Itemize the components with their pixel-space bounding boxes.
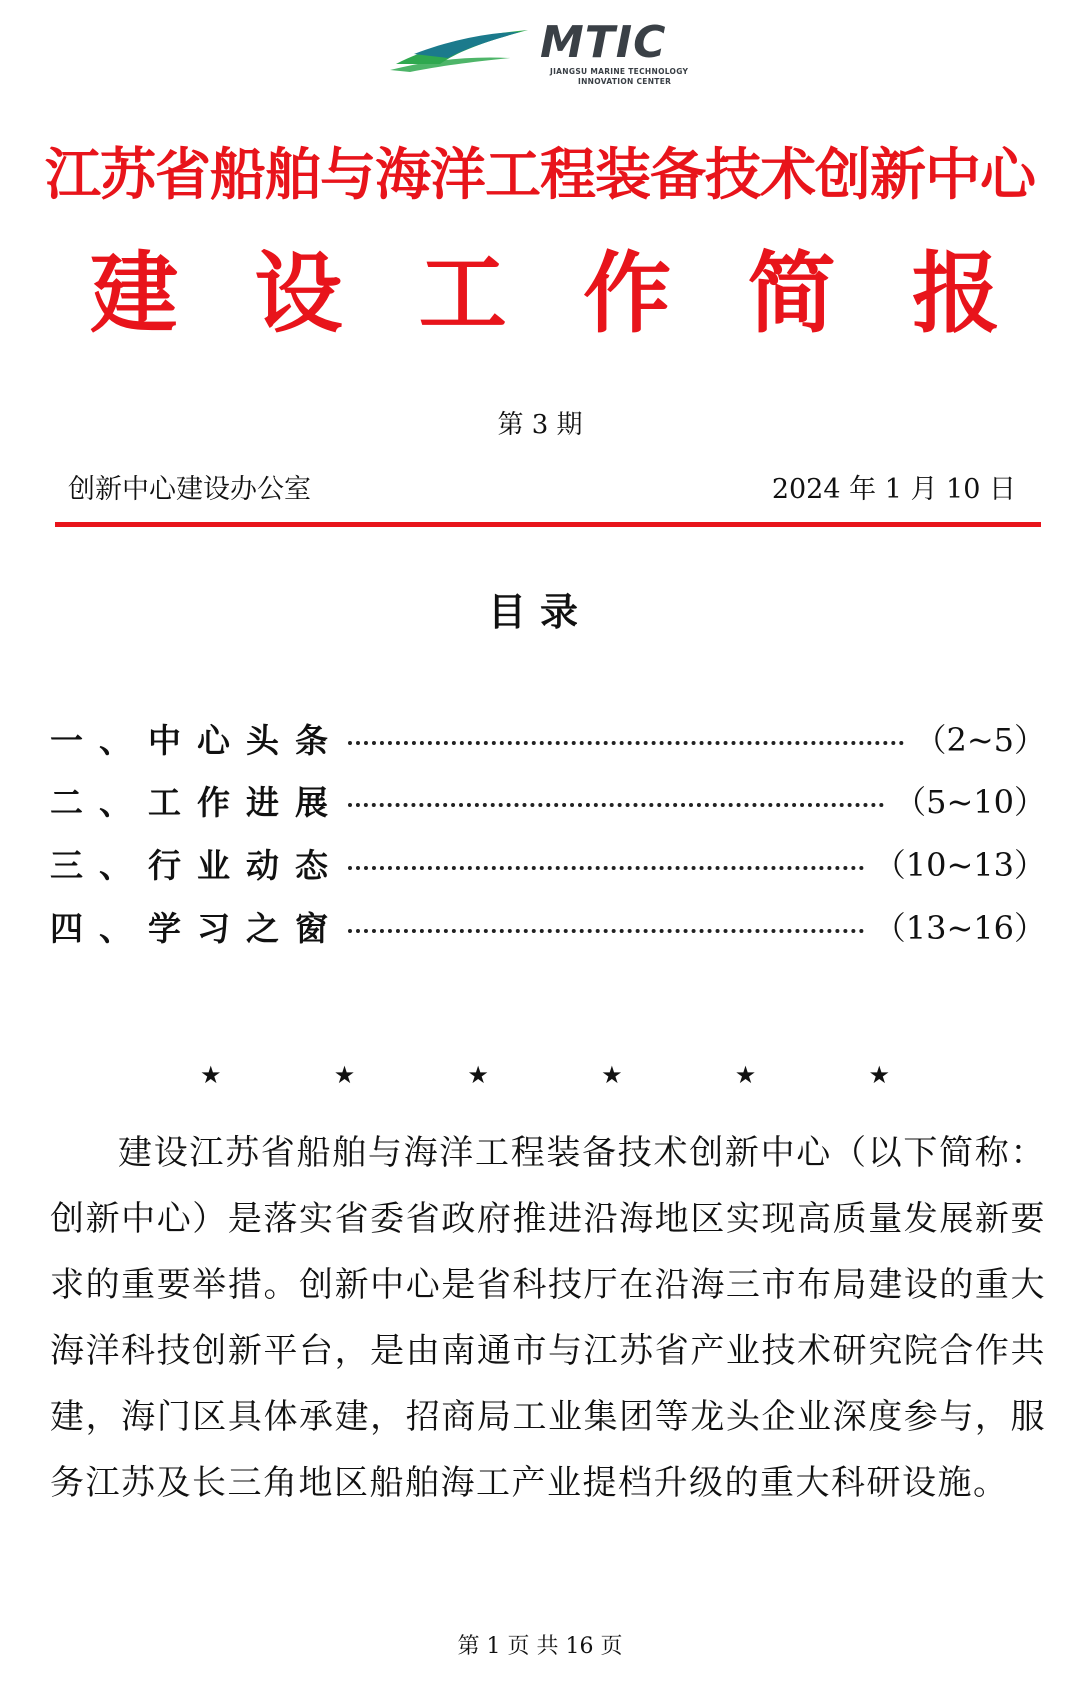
toc-leader-dots xyxy=(348,803,884,807)
mtic-logo xyxy=(390,18,710,88)
bulletin-title-char: 工 xyxy=(418,241,507,345)
wave-logo-icon xyxy=(390,24,530,72)
star-icon: ★ xyxy=(868,1061,890,1089)
toc-item[interactable] xyxy=(50,713,1046,763)
toc-item[interactable] xyxy=(50,775,1046,825)
star-icon: ★ xyxy=(200,1061,222,1089)
logo-subtitle-line1: JIANGSU MARINE TECHNOLOGY xyxy=(550,67,689,76)
issuing-office: 创新中心建设办公室 xyxy=(68,474,311,505)
toc-leader-dots xyxy=(348,929,864,933)
star-icon: ★ xyxy=(734,1061,757,1089)
header-divider xyxy=(55,522,1041,527)
star-icon: ★ xyxy=(333,1061,356,1089)
toc-item-label: 四、学习之窗 xyxy=(50,908,344,948)
toc-item-pages: （10~13） xyxy=(873,846,1046,884)
logo-wordmark: MTIC xyxy=(540,17,667,68)
toc-item[interactable] xyxy=(50,838,1046,888)
star-separator xyxy=(200,1060,890,1090)
toc-item-pages: （13~16） xyxy=(873,909,1046,947)
toc-item-label: 一、中心头条 xyxy=(50,720,344,760)
toc-item-pages: （2~5） xyxy=(914,721,1046,759)
toc-leader-dots xyxy=(348,866,864,870)
star-icon: ★ xyxy=(601,1061,623,1089)
star-icon: ★ xyxy=(467,1061,489,1089)
page-footer: 第 1 页 共 16 页 xyxy=(457,1634,623,1659)
bulletin-title-char: 简 xyxy=(747,241,836,345)
organization-title: 江苏省船舶与海洋工程装备技术创新中心 xyxy=(45,142,1035,208)
toc-leader-dots xyxy=(348,741,904,745)
bulletin-title-char: 建 xyxy=(90,241,179,345)
issue-date: 2024 年 1 月 10 日 xyxy=(771,474,1016,505)
bulletin-title-char: 报 xyxy=(911,241,1000,345)
bulletin-title-char: 作 xyxy=(583,241,672,345)
toc-heading: 目录 xyxy=(487,589,592,634)
issue-number: 第 3 期 xyxy=(497,410,583,440)
intro-paragraph: 建设江苏省船舶与海洋工程装备技术创新中心（以下简称：创新中心）是落实省委省政府推进沿海地区实现高质量发展新要求的重要举措。创新中心是省科技厅在沿海三市布局建设的重大海洋科技创新平台，是由南通市与江苏省产业技术研究院合作共建，海门区具体承建，招商局工业集团等龙头企业深度参与，服务江苏及长三角地区船舶海工产业提档升级的重大科研设施。 xyxy=(50,1133,1046,1503)
toc-item-pages: （5~10） xyxy=(894,783,1046,821)
toc-item-label: 二、工作进展 xyxy=(50,782,344,822)
toc-item-label: 三、行业动态 xyxy=(50,845,344,885)
toc-item[interactable] xyxy=(50,901,1046,951)
logo-subtitle-line2: INNOVATION CENTER xyxy=(578,77,672,86)
bulletin-title-char: 设 xyxy=(254,241,343,345)
bulletin-title xyxy=(90,238,1000,348)
